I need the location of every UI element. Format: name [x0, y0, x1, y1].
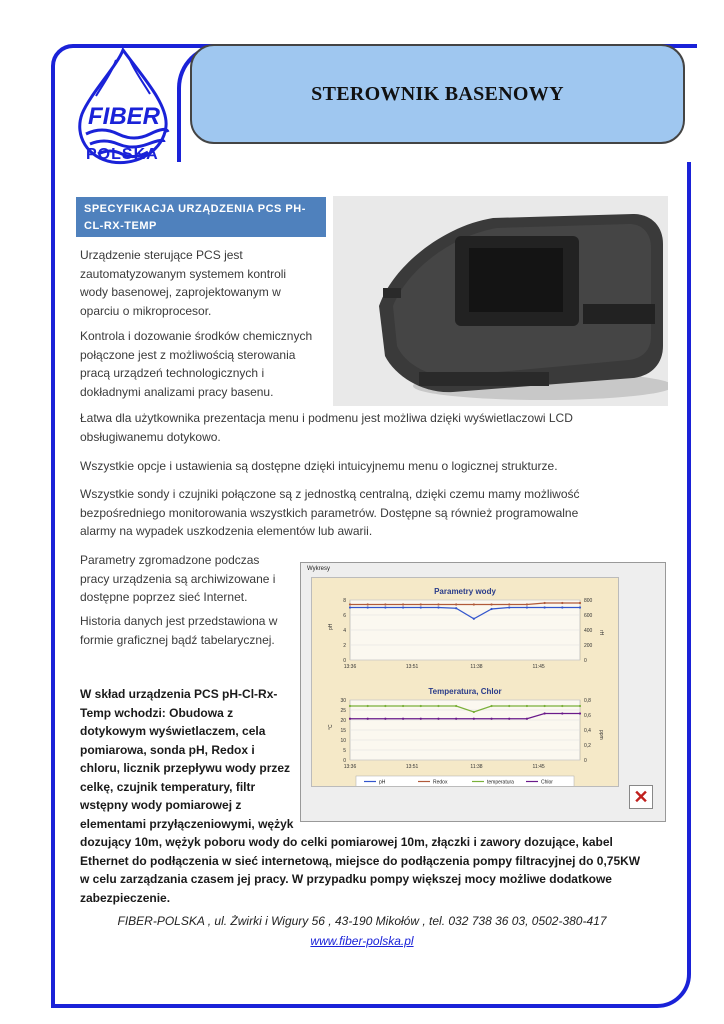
close-button[interactable]: ✕ — [629, 785, 653, 809]
x-tick-label: 13:36 — [343, 764, 357, 770]
data-point — [437, 606, 439, 608]
data-point — [508, 606, 510, 608]
x-tick-label: 11:38 — [470, 764, 483, 770]
data-point — [384, 606, 386, 608]
paragraph-intro: Urządzenie sterujące PCS jest zautomatyzowanym systemem kontroli wody basenowej, zaprojektowanym w oparciu o mikroprocesor. — [80, 248, 287, 318]
legend-label: temperatura — [487, 779, 514, 786]
data-point — [490, 608, 492, 610]
data-point — [420, 718, 422, 720]
data-point — [490, 705, 492, 707]
data-point — [561, 705, 563, 707]
left-tick-label: 5 — [343, 748, 346, 754]
legend-label: Chlor — [541, 779, 553, 786]
data-point — [473, 603, 475, 605]
data-point — [420, 603, 422, 605]
left-tick-label: 20 — [340, 718, 346, 724]
left-tick-label: 0 — [343, 658, 346, 664]
charts-window — [300, 562, 666, 822]
charts-svg — [312, 578, 618, 786]
data-point — [349, 606, 351, 608]
data-point — [384, 603, 386, 605]
paragraph-history: Historia danych jest przedstawiona w formie graficznej bądź tabelarycznej. — [80, 614, 278, 647]
legend-label: Redox — [433, 779, 448, 786]
data-point — [349, 718, 351, 720]
chart-title: Parametry wody — [434, 587, 496, 596]
right-tick-label: 0,4 — [584, 728, 591, 734]
right-tick-label: 0 — [584, 658, 587, 664]
left-tick-label: 6 — [343, 613, 346, 619]
right-tick-label: 600 — [584, 613, 593, 619]
data-point — [508, 705, 510, 707]
right-tick-label: 200 — [584, 643, 593, 649]
paragraph-menu: Wszystkie opcje i ustawienia są dostępne dzięki intuicyjnemu menu o logicznej strukturze. — [80, 459, 558, 473]
paragraph-archive: Parametry zgromadzone podczas pracy urządzenia są archiwizowane i dostępne poprzez sieć Internet. — [80, 553, 276, 604]
data-point — [473, 711, 475, 713]
data-point — [455, 705, 457, 707]
paragraph-control: Kontrola i dozowanie środków chemicznych połączone jest z możliwością sterowania pracą urządzeń technologicznych i dokładnymi analizami pracy basenu. — [80, 329, 313, 399]
data-point — [526, 606, 528, 608]
right-tick-label: 800 — [584, 598, 593, 604]
left-tick-label: 30 — [340, 698, 346, 704]
footer-address: FIBER-POLSKA , ul. Żwirki i Wigury 56 , 43-190 Mikołów , tel. 032 738 36 03, 0502-380-417 — [117, 914, 607, 928]
data-point — [367, 603, 369, 605]
data-point — [455, 607, 457, 609]
x-tick-label: 13:51 — [405, 664, 419, 670]
window-title: Wykresy — [307, 566, 330, 572]
data-point — [367, 718, 369, 720]
x-tick-label: 13:36 — [343, 664, 357, 670]
data-point — [384, 718, 386, 720]
data-point — [455, 718, 457, 720]
right-tick-label: 0 — [584, 758, 587, 764]
data-point — [579, 606, 581, 608]
data-point — [561, 606, 563, 608]
data-point — [367, 606, 369, 608]
data-point — [402, 606, 404, 608]
data-point — [437, 718, 439, 720]
website-link[interactable]: www.fiber-polska.pl — [310, 934, 414, 948]
right-tick-label: 0,6 — [584, 713, 591, 719]
spec-heading: SPECYFIKACJA URZĄDZENIA PCS PH-CL-RX-TEMP — [76, 197, 326, 237]
left-tick-label: 8 — [343, 598, 346, 604]
left-tick-label: 2 — [343, 643, 346, 649]
data-point — [544, 602, 546, 604]
data-point — [508, 718, 510, 720]
data-point — [473, 618, 475, 620]
data-point — [544, 712, 546, 714]
data-point — [420, 606, 422, 608]
data-point — [508, 603, 510, 605]
data-point — [526, 718, 528, 720]
title-box — [190, 44, 685, 144]
paragraph-sensors: Wszystkie sondy i czujniki połączone są z jednostką centralną, dzięki czemu mamy możliwość bezpośredniego monitorowania wszystkich parametrów. Dostępne są również programowalne alarmy na wypadek uszkodzenia elementów lub awarii. — [80, 487, 580, 538]
left-tick-label: 15 — [340, 728, 346, 734]
data-point — [579, 705, 581, 707]
data-point — [437, 705, 439, 707]
right-tick-label: 400 — [584, 628, 593, 634]
data-point — [402, 705, 404, 707]
right-tick-label: 0,8 — [584, 698, 591, 704]
paragraph-lcd: Łatwa dla użytkownika prezentacja menu i podmenu jest możliwa dzięki wyświetlaczowi LCD obsługiwanemu dotykowo. — [80, 411, 573, 444]
device-photo — [333, 196, 668, 406]
y-axis-right-label: ppm — [598, 730, 604, 740]
data-point — [526, 705, 528, 707]
left-tick-label: 0 — [343, 758, 346, 764]
data-point — [579, 712, 581, 714]
data-point — [490, 603, 492, 605]
footer-website-line — [0, 934, 724, 948]
left-tick-label: 4 — [343, 628, 346, 634]
logo-subtext: POLSKA — [86, 146, 159, 163]
data-point — [473, 718, 475, 720]
data-point — [402, 718, 404, 720]
x-tick-label: 11:38 — [470, 664, 483, 670]
charts-panel — [311, 577, 619, 787]
x-tick-label: 11:45 — [532, 764, 545, 770]
data-point — [384, 705, 386, 707]
chart-title: Temperatura, Chlor — [428, 687, 502, 696]
logo-brand-text: FIBER — [88, 103, 160, 130]
data-point — [490, 718, 492, 720]
x-tick-label: 13:51 — [405, 764, 419, 770]
paragraph-contents: W skład urządzenia PCS pH-Cl-Rx- Temp wchodzi: Obudowa z dotykowym wyświetlaczem, cela pomiarowa, sonda pH, Redox i chloru, licznik przepływu wody przez celkę, czujnik temperatury, filtr wstępny wody pomiarowej z elementami przyłączeniowymi, wężyk dozujący 10m, wężyk poboru wody do celki pomiarowej 10m, złączki i zawory dozujące, kabel Ethernet do podłączenia w sieć internetową, miejsce do podłączenia pompy filtracyjnej do 0,75KW w celu zarządzania czasem jej pracy. W przypadku pompy większej mocy możliwe dodatkowe zabezpieczenie. — [80, 687, 641, 905]
data-point — [402, 603, 404, 605]
data-point — [349, 603, 351, 605]
data-point — [526, 603, 528, 605]
y-axis-right-label: rH — [598, 630, 604, 636]
data-point — [420, 705, 422, 707]
right-tick-label: 0,2 — [584, 743, 591, 749]
data-point — [544, 705, 546, 707]
data-point — [349, 705, 351, 707]
legend-label: pH — [379, 779, 386, 786]
data-point — [367, 705, 369, 707]
x-tick-label: 11:45 — [532, 664, 545, 670]
data-point — [561, 712, 563, 714]
data-point — [561, 602, 563, 604]
data-point — [544, 606, 546, 608]
data-point — [437, 603, 439, 605]
y-axis-left-label: °C — [328, 724, 334, 730]
y-axis-left-label: pH — [328, 623, 334, 630]
data-point — [579, 602, 581, 604]
left-tick-label: 25 — [340, 708, 346, 714]
page-title: STEROWNIK BASENOWY — [311, 82, 564, 105]
left-tick-label: 10 — [340, 738, 346, 744]
data-point — [455, 603, 457, 605]
